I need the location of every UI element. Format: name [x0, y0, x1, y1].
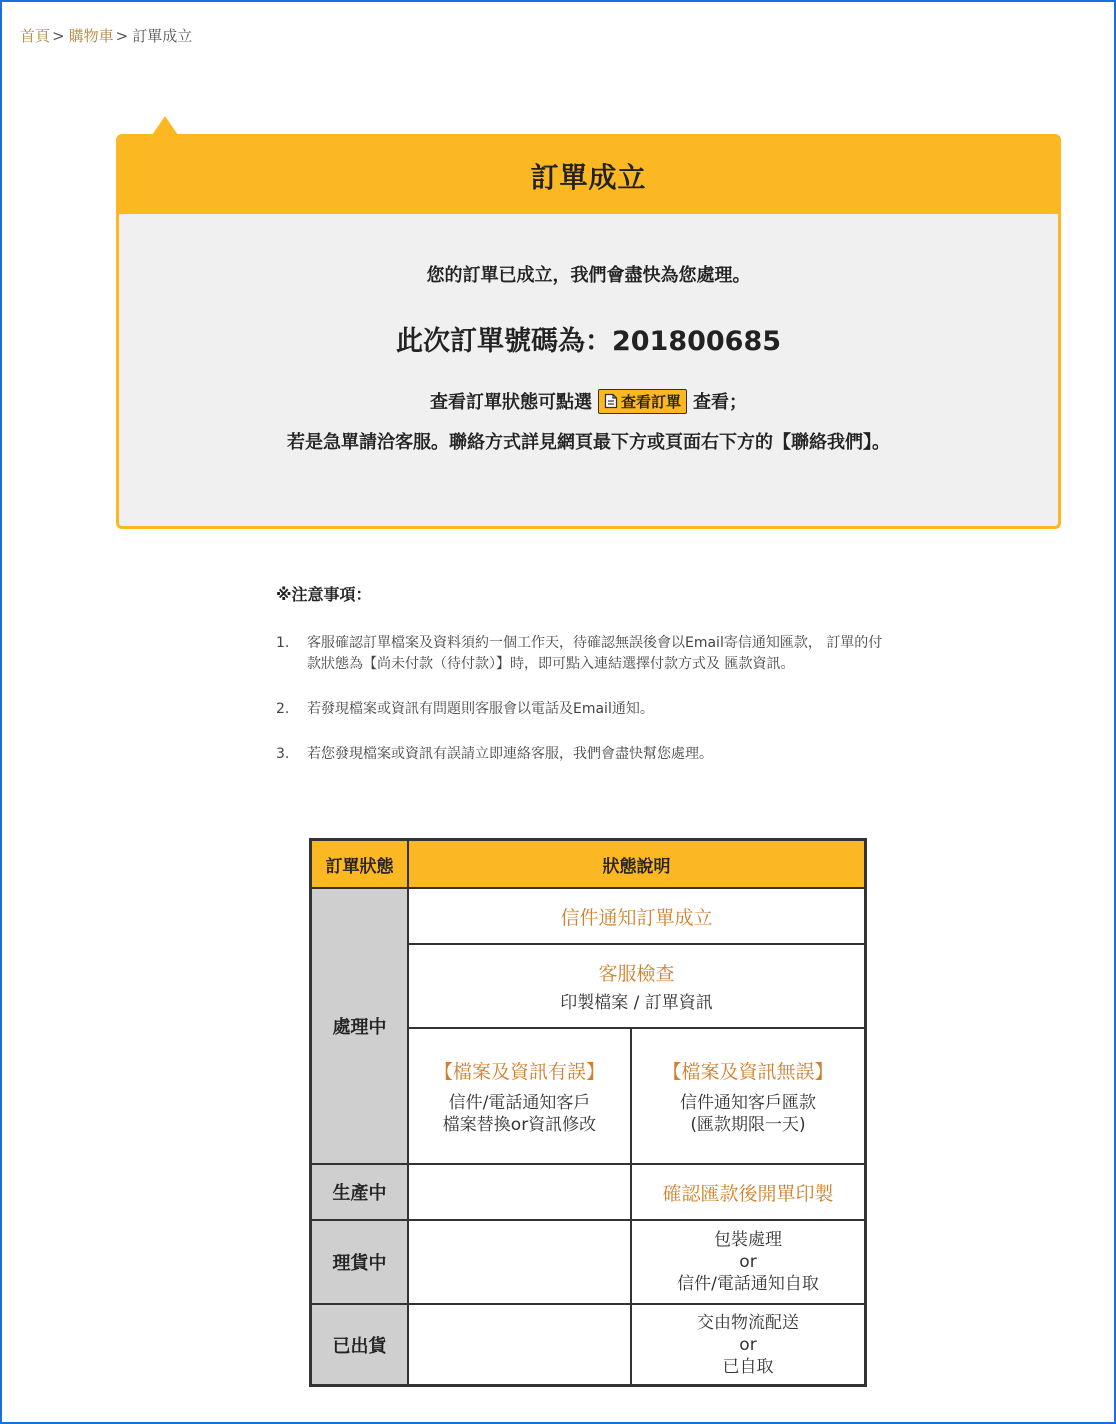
- breadcrumb-cart-link[interactable]: 購物車: [68, 27, 114, 45]
- order-confirmation-panel: [116, 134, 1061, 529]
- panel-title: 訂單成立: [119, 137, 1058, 214]
- panel-pointer: [152, 116, 178, 135]
- notes-title: ※注意事項：: [276, 585, 372, 604]
- branch-ok-title: 【檔案及資訊無誤】: [662, 1060, 834, 1083]
- list-item: [276, 699, 896, 720]
- contact-message: 若是急單請洽客服。聯絡方式詳見網頁最下方或頁面右下方的【聯絡我們】。: [287, 432, 890, 453]
- header-description: 狀態說明: [409, 841, 864, 888]
- branch-ok-line1: 信件通知客戶匯款: [680, 1092, 816, 1113]
- header-status: 訂單狀態: [312, 841, 407, 888]
- branch-ok-line2: (匯款期限一天): [690, 1114, 806, 1135]
- table-divider: [312, 887, 864, 889]
- status-shipped: 已出貨: [312, 1305, 407, 1384]
- view-order-button[interactable]: [598, 389, 687, 414]
- breadcrumb-current: 訂單成立: [132, 27, 193, 45]
- breadcrumb: [20, 25, 192, 46]
- step-mail-notice: 信件通知訂單成立: [560, 906, 713, 929]
- table-divider: [409, 943, 864, 945]
- table-divider: [312, 1163, 864, 1165]
- check-status-suffix: 查看；: [693, 392, 747, 413]
- breadcrumb-home-link[interactable]: 首頁: [20, 27, 51, 45]
- notes-list: [276, 633, 896, 765]
- producing-description: 確認匯款後開單印製: [662, 1182, 834, 1205]
- order-number: 此次訂單號碼為：201800685: [395, 326, 782, 357]
- packing-line1: 包裝處理: [714, 1230, 782, 1250]
- branch-error-line1: 信件/電話通知客戶: [448, 1092, 591, 1113]
- shipped-line1: 交由物流配送: [697, 1312, 799, 1333]
- step-cs-title: 客服檢查: [598, 962, 675, 985]
- note-text: 若您發現檔案或資訊有誤請立即連絡客服，我們會盡快幫您處理。: [307, 746, 713, 762]
- branch-ok: [632, 1029, 864, 1163]
- packing-description: [632, 1221, 864, 1303]
- confirmation-message: 您的訂單已成立，我們會盡快為您處理。: [426, 265, 751, 286]
- notes-section: [276, 582, 896, 789]
- step-cs-check: [409, 945, 864, 1027]
- note-number: 3.: [276, 746, 290, 762]
- note-number: 1.: [276, 635, 290, 651]
- branch-error-line2: 檔案替換or資訊修改: [442, 1114, 597, 1135]
- table-divider: [312, 1303, 864, 1305]
- shipped-description: [632, 1305, 864, 1384]
- shipped-or: or: [739, 1334, 757, 1355]
- list-item: [276, 633, 896, 675]
- status-packing: 理貨中: [312, 1221, 407, 1303]
- status-producing: 生產中: [312, 1165, 407, 1219]
- branch-error-title: 【檔案及資訊有誤】: [433, 1060, 605, 1083]
- table-divider: [409, 1027, 864, 1029]
- list-item: [276, 744, 896, 765]
- step-cs-subtitle: 印製檔案 / 訂單資訊: [560, 992, 713, 1013]
- document-icon: [604, 393, 618, 409]
- branch-error: [409, 1029, 630, 1163]
- order-status-table: [309, 838, 867, 1387]
- table-divider: [312, 1219, 864, 1221]
- breadcrumb-separator: >: [52, 27, 65, 45]
- view-order-label: 查看訂單: [620, 392, 681, 411]
- check-status-line: [119, 388, 1058, 414]
- packing-line2: 信件/電話通知自取: [677, 1274, 819, 1294]
- note-text: 若發現檔案或資訊有問題則客服會以電話及Email通知。: [307, 701, 654, 717]
- packing-or: or: [739, 1252, 757, 1272]
- status-processing: 處理中: [312, 889, 407, 1163]
- breadcrumb-separator: >: [115, 27, 129, 45]
- note-text: 客服確認訂單檔案及資料須約一個工作天，待確認無誤後會以Email寄信通知匯款， 訂單的付款狀態為【尚未付款（待付款）】時，即可點入連結選擇付款方式及 匯款資訊。: [307, 635, 883, 672]
- note-number: 2.: [276, 701, 290, 717]
- check-status-prefix: 查看訂單狀態可點選: [429, 392, 592, 413]
- table-divider: [630, 1029, 632, 1384]
- shipped-line2: 已自取: [722, 1356, 774, 1377]
